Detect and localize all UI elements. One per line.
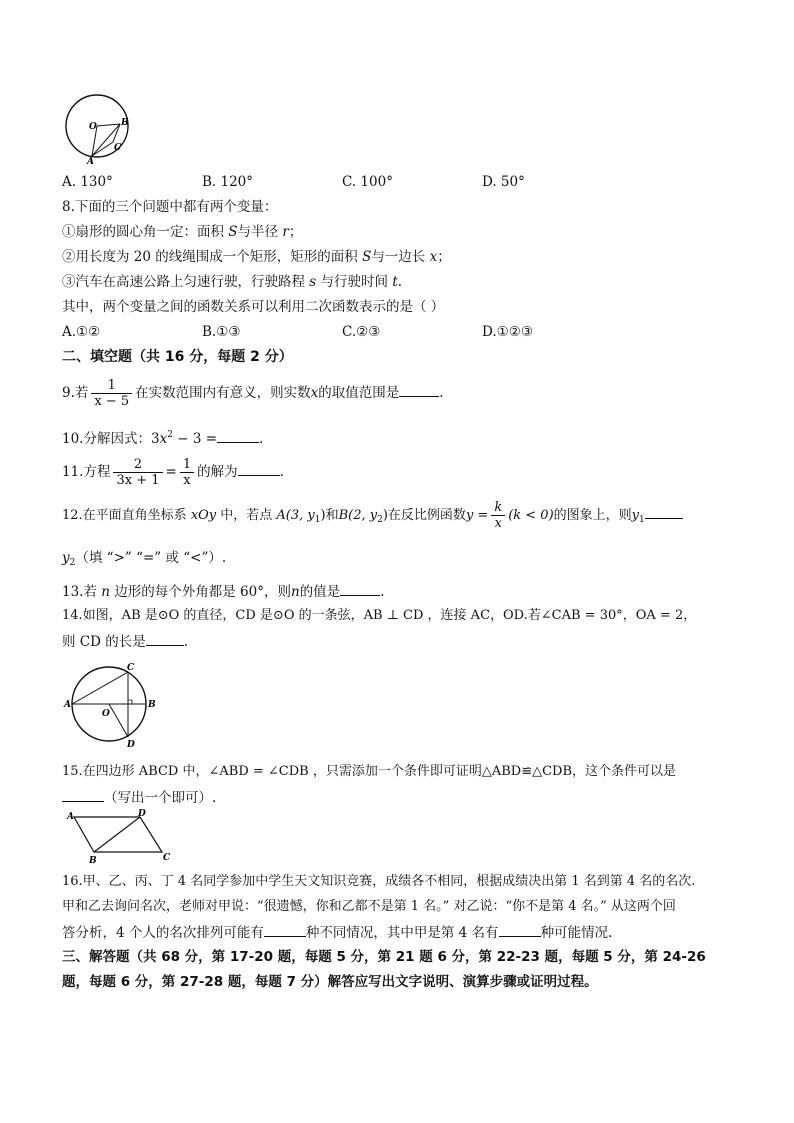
q7-option-c: C. 100° — [342, 174, 393, 190]
q9-answer-blank[interactable] — [399, 382, 439, 397]
q14-line-2: 则 CD 的长是 . — [62, 631, 188, 652]
q8-option-a: A.①② — [62, 324, 101, 340]
figure-q15-quadrilateral — [62, 810, 182, 865]
q9-fraction: $\frac{1}{x - 5}$ — [91, 378, 132, 409]
fig7-label-a: A — [87, 157, 94, 167]
q13: 13.若 n 边形的每个外角都是 60°，则n的值是 . — [62, 581, 384, 602]
q13-answer-blank[interactable] — [340, 581, 380, 596]
q15-answer-blank[interactable] — [62, 787, 104, 802]
fig7-label-o: O — [89, 122, 97, 132]
q8-item-2: ②用长度为 20 的线绳围成一个矩形，矩形的面积 S与一边长 x； — [62, 249, 451, 265]
q7-option-a: A. 130° — [62, 174, 113, 190]
q11-answer-blank[interactable] — [238, 461, 280, 476]
fig7-label-c: C — [114, 143, 122, 153]
fig15-label-a: A — [67, 812, 74, 822]
q15-line-1: 15.在四边形 ABCD 中，∠ABD = ∠CDB ，只需添加一个条件即可证明△ABD≌△CDB，这个条件可以是 — [62, 764, 677, 779]
section-3-title-line-2: 题，每题 6 分，第 27-28 题，每题 7 分）解答应写出文字说明、演算步骤或证明过程。 — [62, 974, 598, 990]
q14-answer-blank[interactable] — [146, 631, 184, 646]
q7-option-b: B. 120° — [202, 174, 254, 190]
fig14-label-d: D — [127, 740, 135, 750]
q12-fraction: $\frac{k}{x}$ — [491, 500, 505, 531]
q9: 9.若 $\frac{1}{x - 5}$ 在实数范围内有意义，则实数x的取值范围是 . — [62, 378, 444, 409]
fig15-label-d: D — [138, 809, 146, 819]
q8-item-1: ①扇形的圆心角一定：面积 S与半径 r； — [62, 224, 303, 240]
q8-stem: 8.下面的三个问题中都有两个变量： — [62, 199, 278, 215]
q10-answer-blank[interactable] — [217, 428, 259, 443]
fig14-label-b: B — [148, 700, 156, 710]
q7-option-d: D. 50° — [482, 174, 525, 190]
q15-line-2: （写出一个即可）. — [62, 787, 216, 808]
figure-q14-circle — [62, 662, 162, 752]
q16-line-1: 16.甲、乙、丙、丁 4 名同学参加中学生天文知识竞赛，成绩各不相同，根据成绩决出第 1 名到第 4 名的名次. — [62, 874, 696, 889]
q16-line-2: 甲和乙去询问名次，老师对甲说：“很遗憾，你和乙都不是第 1 名。” 对乙说：“你不是第 4 名。” 从这两个回 — [62, 899, 676, 914]
section-2-title: 二、填空题（共 16 分，每题 2 分） — [62, 349, 293, 365]
fig7-label-b: B — [121, 118, 129, 128]
q11-fraction-right: $\frac{1}{x}$ — [180, 457, 194, 488]
q12-line-1: 12.在平面直角坐标系 xOy 中，若点 A(3, $y_1$)和B(2, $y_2$)在反比例函数y = $\frac{k}{x}$ (k < 0)的图象上，则$y_1$ — [62, 500, 683, 535]
q12-line-2: $y_2$（填 “>” “=” 或 “<”）. — [62, 550, 227, 568]
q8-option-d: D.①②③ — [482, 324, 533, 340]
q16-answer-blank-1[interactable] — [264, 922, 306, 937]
fig15-label-c: C — [163, 853, 171, 863]
q14-line-1: 14.如图，AB 是⊙O 的直径，CD 是⊙O 的一条弦，AB ⊥ CD ，连接 AC，OD.若∠CAB = 30°，OA = 2， — [62, 608, 697, 623]
fig14-label-o: O — [102, 709, 110, 719]
q8-question: 其中，两个变量之间的函数关系可以利用二次函数表示的是（ ） — [62, 299, 445, 315]
q11-fraction-left: $\frac{2}{3x + 1}$ — [113, 457, 162, 488]
fig14-label-a: A — [64, 700, 71, 710]
figure-q7-circle — [62, 92, 142, 172]
q8-option-c: C.②③ — [342, 324, 381, 340]
q12-answer-blank[interactable] — [645, 504, 683, 519]
q8-item-3: ③汽车在高速公路上匀速行驶，行驶路程 s 与行驶时间 t. — [62, 274, 403, 290]
q10: 10.分解因式：$3x^2 - 3$ = . — [62, 430, 264, 447]
q11: 11.方程 $\frac{2}{3x + 1}$ = $\frac{1}{x}$ 的解为 . — [62, 457, 284, 488]
q8-option-b: B.①③ — [202, 324, 241, 340]
q16-line-3: 答分析，4 个人的名次排列可能有 种不同情况，其中甲是第 4 名有 种可能情况. — [62, 922, 612, 943]
q16-answer-blank-2[interactable] — [499, 922, 541, 937]
fig15-label-b: B — [89, 856, 97, 866]
fig14-label-c: C — [127, 663, 135, 673]
section-3-title-line-1: 三、解答题（共 68 分，第 17-20 题，每题 5 分，第 21 题 6 分，第 22-23 题，每题 5 分，第 24-26 — [62, 949, 706, 965]
